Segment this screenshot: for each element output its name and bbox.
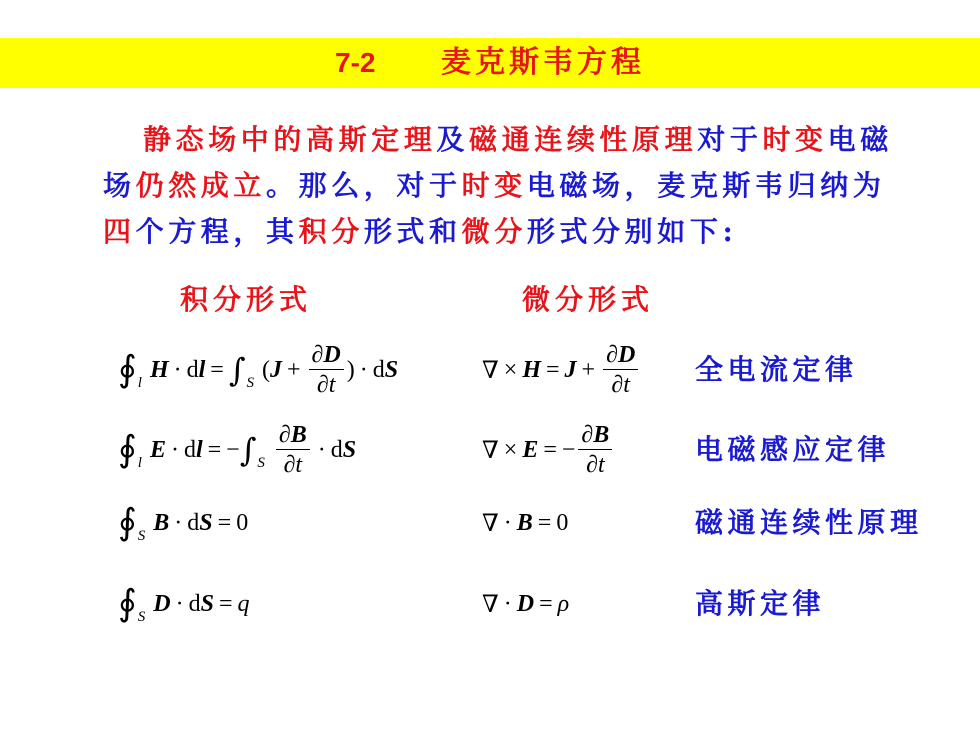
contour-integral-symbol: ∮ — [118, 429, 137, 470]
integral-equation — [118, 569, 250, 639]
field-symbol: D — [617, 341, 636, 368]
path-subscript: l — [137, 454, 142, 471]
integral-equation — [118, 415, 356, 485]
law-name: 电磁感应定律 — [695, 433, 891, 466]
differential-d: d — [183, 436, 196, 463]
differential-equation — [482, 569, 569, 639]
intro-text: 静态场中的 — [143, 123, 307, 156]
intro-highlight: 高斯定理 — [306, 123, 437, 156]
intro-line-2 — [103, 163, 933, 209]
closed-surface-integral-symbol: ∮ — [118, 583, 137, 624]
field-symbol: B — [290, 421, 307, 448]
area-element: S — [384, 356, 399, 383]
nabla-symbol: ∇ — [482, 357, 499, 384]
intro-highlight: 微分 — [461, 215, 527, 248]
surface-subscript: S — [257, 454, 265, 471]
time-variable: t — [597, 452, 605, 478]
field-symbol: B — [516, 509, 533, 536]
time-derivative-fraction — [276, 422, 310, 479]
cross-operator: × — [503, 356, 518, 383]
time-derivative-fraction — [309, 342, 344, 399]
fraction-denominator — [583, 450, 608, 478]
dot-operator: · — [170, 436, 179, 463]
intro-text: 场 — [103, 169, 136, 202]
partial-symbol: ∂ — [311, 341, 324, 368]
dot-operator: · — [503, 509, 512, 536]
differential-equation — [482, 488, 568, 558]
equals-sign: = — [217, 509, 232, 536]
zero-value: 0 — [556, 509, 569, 536]
field-symbol: B — [153, 509, 170, 536]
intro-text: 电磁场，麦克斯韦归纳为 — [526, 169, 886, 202]
differential-d: d — [188, 590, 201, 617]
field-symbol: D — [516, 590, 535, 617]
current-density-symbol: J — [270, 356, 282, 383]
intro-highlight: 四 — [103, 215, 136, 248]
equation-row-flux-continuity — [0, 488, 980, 558]
law-name: 磁通连续性原理 — [695, 506, 923, 539]
surface-subscript: S — [137, 527, 146, 544]
surface-subscript: S — [137, 608, 146, 625]
intro-text: 电磁 — [827, 123, 893, 156]
surface-subscript: S — [246, 374, 254, 391]
closed-surface-integral-symbol: ∮ — [118, 502, 137, 543]
equals-sign: = — [210, 356, 224, 383]
line-element: l — [198, 356, 206, 383]
intro-highlight: 时变 — [461, 169, 527, 202]
integral-equation — [118, 488, 248, 558]
surface-integral-symbol: ∫ — [239, 431, 257, 469]
intro-text: 及 — [436, 123, 470, 156]
intro-text: 对于 — [697, 123, 763, 156]
charge-symbol: q — [237, 590, 250, 617]
equation-row-faraday — [0, 415, 980, 485]
equation-row-gauss — [0, 569, 980, 639]
area-element: S — [199, 509, 213, 536]
intro-highlight: 仍然成立 — [135, 169, 267, 202]
differential-d: d — [330, 436, 343, 463]
intro-text: 形式和 — [363, 215, 462, 248]
partial-symbol: ∂ — [606, 341, 618, 368]
dot-operator: · — [503, 590, 512, 617]
partial-symbol: ∂ — [316, 372, 329, 398]
differential-d: d — [186, 356, 199, 383]
equals-sign: = — [207, 436, 222, 463]
differential-form-heading: 微分形式 — [522, 283, 655, 316]
plus-sign: + — [287, 356, 301, 383]
equals-sign: = — [539, 590, 553, 617]
intro-highlight: 时变 — [762, 123, 828, 156]
partial-symbol: ∂ — [611, 372, 624, 398]
surface-integral-symbol: ∫ — [228, 351, 246, 389]
fraction-denominator — [314, 370, 339, 398]
dot-operator: · — [173, 356, 182, 383]
equals-sign: = — [545, 356, 560, 383]
section-number: 7-2 — [335, 47, 376, 78]
differential-d: d — [372, 356, 385, 383]
field-symbol: H — [149, 356, 169, 383]
time-variable: t — [328, 372, 336, 398]
law-name: 高斯定律 — [695, 587, 826, 620]
integral-form-heading: 积分形式 — [180, 283, 313, 316]
time-derivative-fraction — [578, 422, 612, 479]
intro-highlight: 积分 — [298, 215, 364, 248]
area-element: S — [342, 436, 357, 463]
fraction-denominator — [608, 370, 633, 398]
plus-sign: + — [581, 356, 596, 383]
differential-equation — [482, 335, 641, 405]
field-symbol: E — [149, 436, 166, 463]
intro-line-1 — [103, 117, 933, 163]
section-title: 麦克斯韦方程 — [441, 46, 645, 79]
dot-operator: · — [359, 356, 368, 383]
equals-sign: = — [543, 436, 557, 463]
equation-row-ampere-maxwell — [0, 335, 980, 405]
intro-text: 个方程，其 — [135, 215, 299, 248]
nabla-symbol: ∇ — [482, 591, 499, 618]
differential-d: d — [187, 509, 200, 536]
field-symbol: H — [522, 356, 541, 383]
integral-equation — [118, 335, 398, 405]
time-variable: t — [295, 452, 303, 478]
cross-operator: × — [503, 436, 518, 463]
charge-density-symbol: ρ — [557, 590, 570, 617]
partial-symbol: ∂ — [586, 452, 598, 478]
equals-sign: = — [218, 590, 233, 617]
equals-sign: = — [537, 509, 552, 536]
fraction-denominator — [281, 450, 306, 478]
right-paren: ) — [346, 356, 355, 383]
field-symbol: B — [593, 421, 610, 448]
minus-sign: − — [561, 436, 576, 463]
dot-operator: · — [175, 590, 184, 617]
partial-symbol: ∂ — [581, 421, 594, 448]
intro-highlight: 磁通连续性原理 — [469, 123, 698, 156]
dot-operator: · — [317, 436, 326, 463]
fraction-numerator — [603, 342, 638, 370]
line-element: l — [195, 436, 203, 463]
minus-sign: − — [226, 436, 240, 463]
left-paren: ( — [262, 356, 270, 383]
fraction-numerator — [578, 422, 612, 450]
dot-operator: · — [174, 509, 183, 536]
path-subscript: l — [137, 374, 142, 391]
nabla-symbol: ∇ — [482, 437, 499, 464]
law-name: 全电流定律 — [695, 353, 858, 386]
field-symbol: D — [153, 590, 171, 617]
time-derivative-fraction — [603, 342, 638, 399]
intro-text: 形式分别如下: — [526, 215, 738, 248]
title-banner — [0, 38, 980, 88]
intro-text: 。那么，对于 — [266, 169, 462, 202]
contour-integral-symbol: ∮ — [118, 349, 137, 390]
time-variable: t — [623, 372, 630, 398]
zero-value: 0 — [236, 509, 249, 536]
partial-symbol: ∂ — [283, 452, 296, 478]
partial-symbol: ∂ — [278, 421, 291, 448]
intro-paragraph — [103, 117, 933, 255]
field-symbol: D — [323, 341, 341, 368]
differential-equation — [482, 415, 615, 485]
current-density-symbol: J — [564, 356, 577, 383]
nabla-symbol: ∇ — [482, 510, 499, 537]
intro-line-3 — [103, 209, 933, 255]
fraction-numerator — [309, 342, 344, 370]
area-element: S — [200, 590, 214, 617]
field-symbol: E — [522, 436, 539, 463]
fraction-numerator — [276, 422, 310, 450]
